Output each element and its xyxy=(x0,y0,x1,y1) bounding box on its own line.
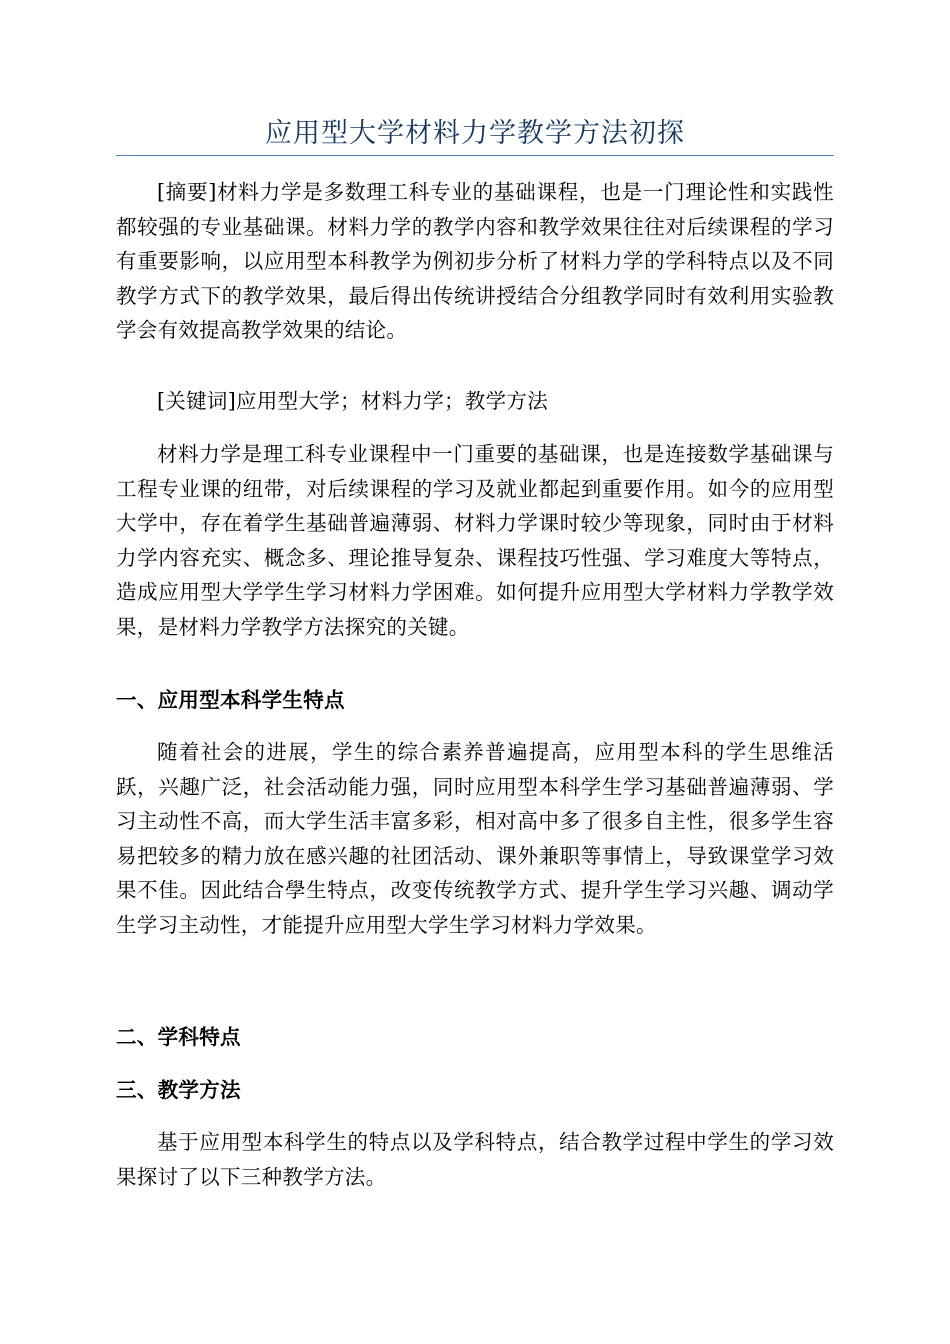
section-body-1: 随着社会的进展，学生的综合素养普遍提高，应用型本科的学生思维活跃，兴趣广泛，社会活动能力强，同时应用型本科学生学习基础普遍薄弱、学习主动性不高，而大学生活丰富多彩，相对高中多了很多自主性，很多学生容易把较多的精力放在感兴趣的社团活动、课外兼职等事情上，导致课堂学习效果不佳。因此结合學生特点，改变传统教学方式、提升学生学习兴趣、调动学生学习主动性，才能提升应用型大学生学习材料力学效果。 xyxy=(116,740,834,937)
section-heading-1: 一、应用型本科学生特点 xyxy=(116,688,345,712)
section-heading-2: 二、学科特点 xyxy=(116,1025,241,1049)
document-title: 应用型大学材料力学教学方法初探 xyxy=(265,118,685,149)
keywords-paragraph: [关键词]应用型大学；材料力学；教学方法 xyxy=(157,389,548,413)
intro-paragraph: 材料力学是理工科专业课程中一门重要的基础课，也是连接数学基础课与工程专业课的纽带，对后续课程的学习及就业都起到重要作用。如今的应用型大学中，存在着学生基础普遍薄弱、材料力学课时较少等现象，同时由于材料力学内容充实、概念多、理论推导复杂、课程技巧性强、学习难度大等特点，造成应用型大学学生学习材料力学困难。如何提升应用型大学材料力学教学效果，是材料力学教学方法探究的关键。 xyxy=(116,442,834,639)
section-heading-3: 三、教学方法 xyxy=(116,1078,241,1102)
section-body-3: 基于应用型本科学生的特点以及学科特点，结合教学过程中学生的学习效果探讨了以下三种教学方法。 xyxy=(116,1130,834,1189)
title-underline xyxy=(116,155,834,156)
abstract-paragraph: [摘要]材料力学是多数理工科专业的基础课程，也是一门理论性和实践性都较强的专业基础课。材料力学的教学内容和教学效果往往对后续课程的学习有重要影响，以应用型本科教学为例初步分析了材料力学的学科特点以及不同教学方式下的教学效果，最后得出传统讲授结合分组教学同时有效利用实验教学会有效提高教学效果的结论。 xyxy=(116,180,834,343)
